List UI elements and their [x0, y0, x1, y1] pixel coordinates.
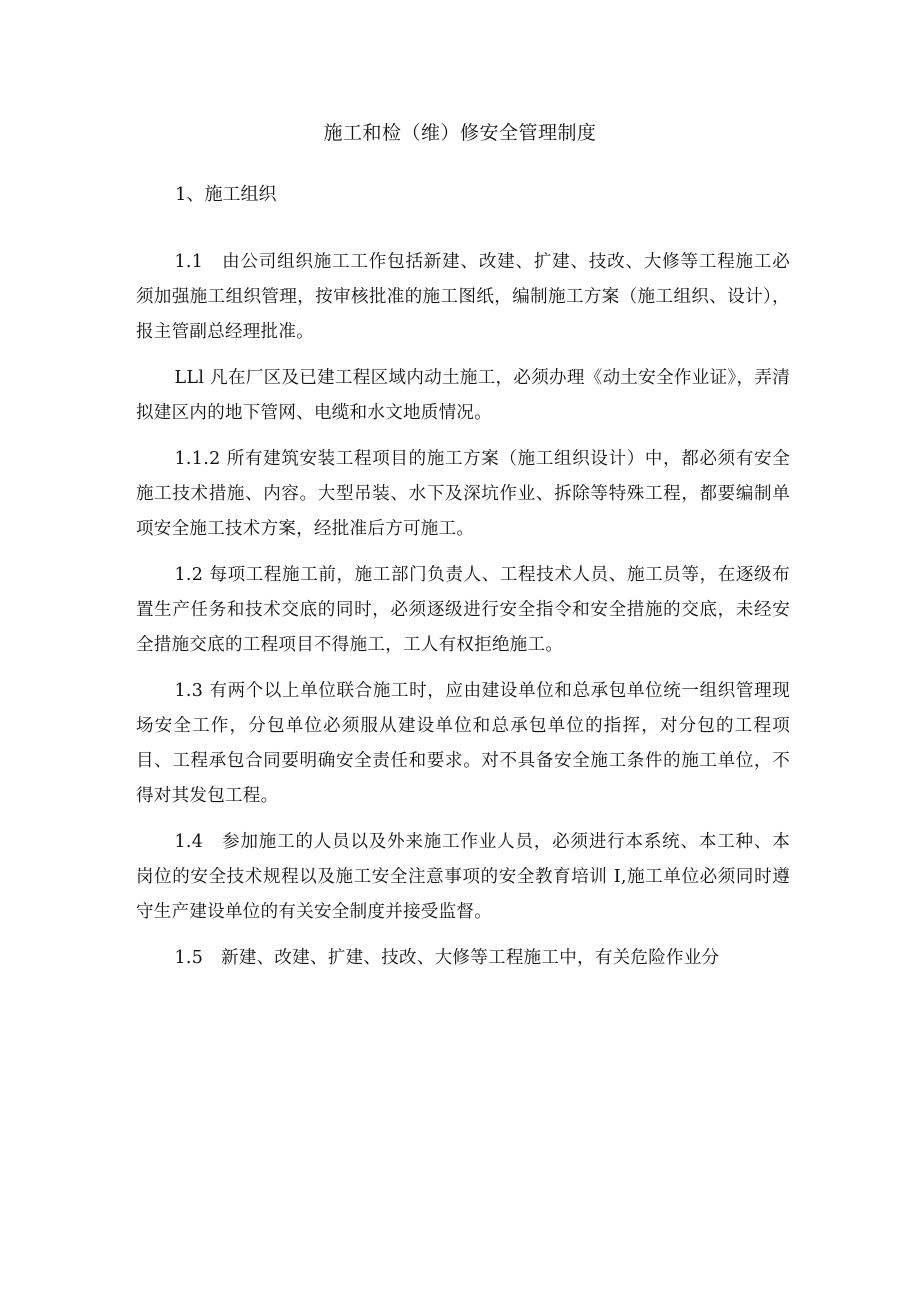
paragraph-1-2: 1.2 每项工程施工前，施工部门负责人、工程技术人员、施工员等，在逐级布置生产任务和技术交底的同时，必须逐级进行安全指令和安全措施的交底，未经安全措施交底的工程项目不得施工，工人有权拒绝施工。 [136, 565, 790, 655]
document-body [136, 245, 790, 987]
paragraph-1-1-2: 1.1.2 所有建筑安装工程项目的施工方案（施工组织设计）中，都必须有安全施工技术措施、内容。大型吊装、水下及深坑作业、拆除等特殊工程，都要编制单项安全施工技术方案，经批准后方可施工。 [136, 449, 790, 539]
paragraph-1-5: 1.5 新建、改建、扩建、技改、大修等工程施工中，有关危险作业分 [174, 948, 720, 968]
section-heading: 1、施工组织 [175, 184, 277, 205]
paragraph-1-3: 1.3 有两个以上单位联合施工时，应由建设单位和总承包单位统一组织管理现场安全工作，分包单位必须服从建设单位和总承包单位的指挥，对分包的工程项目、工程承包合同要明确安全责任和要求。对不具备安全施工条件的施工单位，不得对其发包工程。 [136, 681, 790, 806]
document-title: 施工和检（维）修安全管理制度 [323, 122, 597, 144]
paragraph-1-4: 1.4 参加施工的人员以及外来施工作业人员，必须进行本系统、本工种、本岗位的安全技术规程以及施工安全注意事项的安全教育培训 I,施工单位必须同时遵守生产建设单位的有关安全制度并接受监督。 [136, 832, 790, 922]
paragraph-1-1: 1.1 由公司组织施工工作包括新建、改建、扩建、技改、大修等工程施工必须加强施工组织管理，按审核批准的施工图纸，编制施工方案（施工组织、设计），报主管副总经理批准。 [136, 252, 790, 342]
paragraph-1-1-1: LLl 凡在厂区及已建工程区域内动土施工，必须办理《动土安全作业证》，弄清拟建区内的地下管网、电缆和水文地质情况。 [136, 368, 790, 423]
